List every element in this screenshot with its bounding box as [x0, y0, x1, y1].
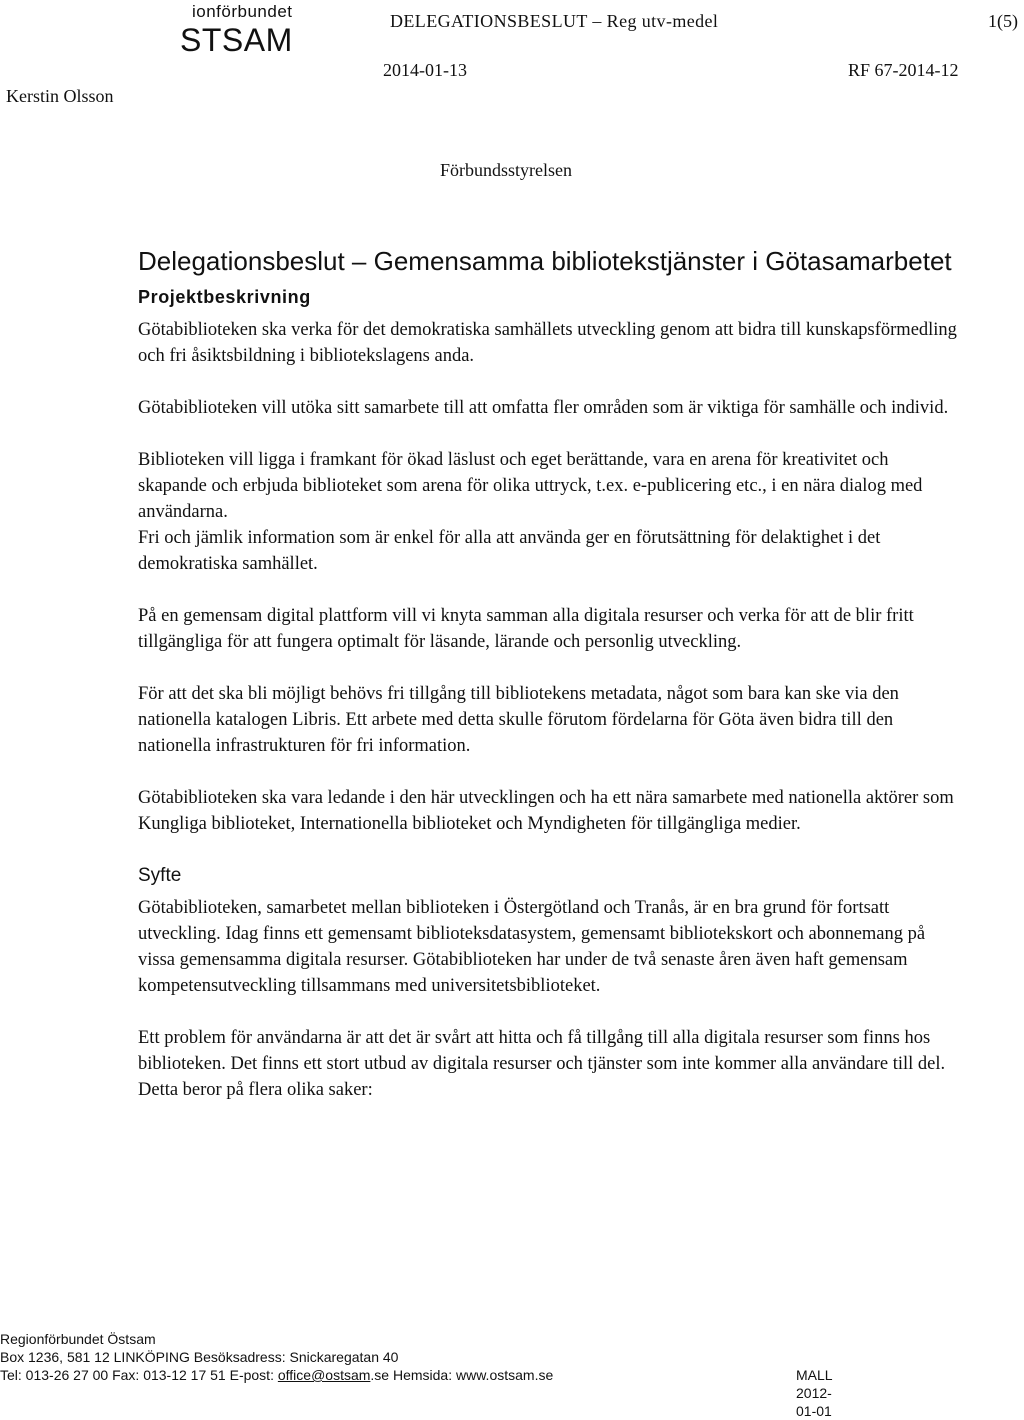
- footer-address: Box 1236, 581 12 LINKÖPING Besöksadress: Snickaregatan 40: [0, 1349, 399, 1365]
- footer-contact: [0, 1366, 553, 1384]
- document-type: DELEGATIONSBESLUT – Reg utv-medel: [390, 11, 719, 31]
- footer-website: .se Hemsida: www.ostsam.se: [370, 1367, 554, 1383]
- paragraph: På en gemensam digital plattform vill vi knyta samman alla digitala resurser och verka för att de blir fritt tillgängliga för att fungera optimalt för läsande, lärande och personlig utveckling.: [138, 606, 914, 652]
- org-logo-text: STSAM: [180, 22, 293, 58]
- section-heading-syfte: Syfte: [138, 865, 182, 886]
- document-body: [138, 245, 958, 1103]
- paragraph: För att det ska bli möjligt behövs fri tillgång till bibliotekens metadata, något som bara kan ske via den nationella katalogen Libris. Ett arbete med detta skulle förutom fördelarna för Göta även bidra till den nationella infrastrukturen för fri information.: [138, 684, 899, 756]
- paragraph: Götabiblioteken, samarbetet mellan biblioteken i Östergötland och Tranås, är en bra grund för fortsatt utveckling. Idag finns ett gemensamt biblioteksdatasystem, gemensamt bibliotekskort och abonnemang på vissa gemensamma digitala resurser. Götabiblioteken har under de två senaste åren även haft gemensam kompetensutveckling tillsammans med universitetsbiblioteket.: [138, 898, 926, 996]
- document-title: Delegationsbeslut – Gemensamma bibliotekstjänster i Götasamarbetet: [138, 246, 952, 276]
- section-heading-projektbeskrivning: Projektbeskrivning: [138, 287, 311, 307]
- paragraph: Biblioteken vill ligga i framkant för ökad läslust och eget berättande, vara en arena för kreativitet och skapande och erbjuda biblioteket som arena för olika uttryck, t.ex. e-publicering etc., i en nära dialog med användarna.: [138, 450, 923, 522]
- document-reference: RF 67-2014-12: [848, 60, 959, 80]
- paragraph: Götabiblioteken vill utöka sitt samarbete till att omfatta fler områden som är viktiga för samhälle och individ.: [138, 398, 949, 418]
- footer-email-link[interactable]: office@ostsam: [277, 1367, 371, 1383]
- footer-org: Regionförbundet Östsam: [0, 1331, 156, 1347]
- document-date: 2014-01-13: [383, 60, 467, 80]
- footer-tel-fax: Tel: 013-26 27 00 Fax: 013-12 17 51 E-post:: [0, 1367, 278, 1383]
- paragraph: Götabiblioteken ska verka för det demokratiska samhällets utveckling genom att bidra till kunskapsförmedling och fri åsiktsbildning i bibliotekslagens anda.: [138, 320, 957, 366]
- page-footer: [0, 1330, 833, 1419]
- section-syfte: [138, 895, 958, 1103]
- author-name: Kerstin Olsson: [6, 86, 114, 106]
- paragraph: Ett problem för användarna är att det är svårt att hitta och få tillgång till alla digitala resurser som finns hos biblioteken. Det finns ett stort utbud av digitala resurser och tjänster som inte kommer alla användare till del. Detta beror på flera olika saker:: [138, 1028, 946, 1100]
- section-projektbeskrivning: [138, 317, 958, 837]
- footer-template-version: MALL 2012-01-01: [796, 1367, 833, 1419]
- paragraph: Fri och jämlik information som är enkel för alla att använda ger en förutsättning för delaktighet i det demokratiska samhället.: [138, 528, 881, 574]
- recipient: Förbundsstyrelsen: [440, 160, 572, 180]
- org-name-fragment: ionförbundet: [192, 2, 293, 21]
- paragraph: Götabiblioteken ska vara ledande i den här utvecklingen och ha ett nära samarbete med nationella aktörer som Kungliga biblioteket, Internationella biblioteket och Myndigheten för tillgängliga medier.: [138, 788, 954, 834]
- page-number: 1(5): [988, 11, 1018, 31]
